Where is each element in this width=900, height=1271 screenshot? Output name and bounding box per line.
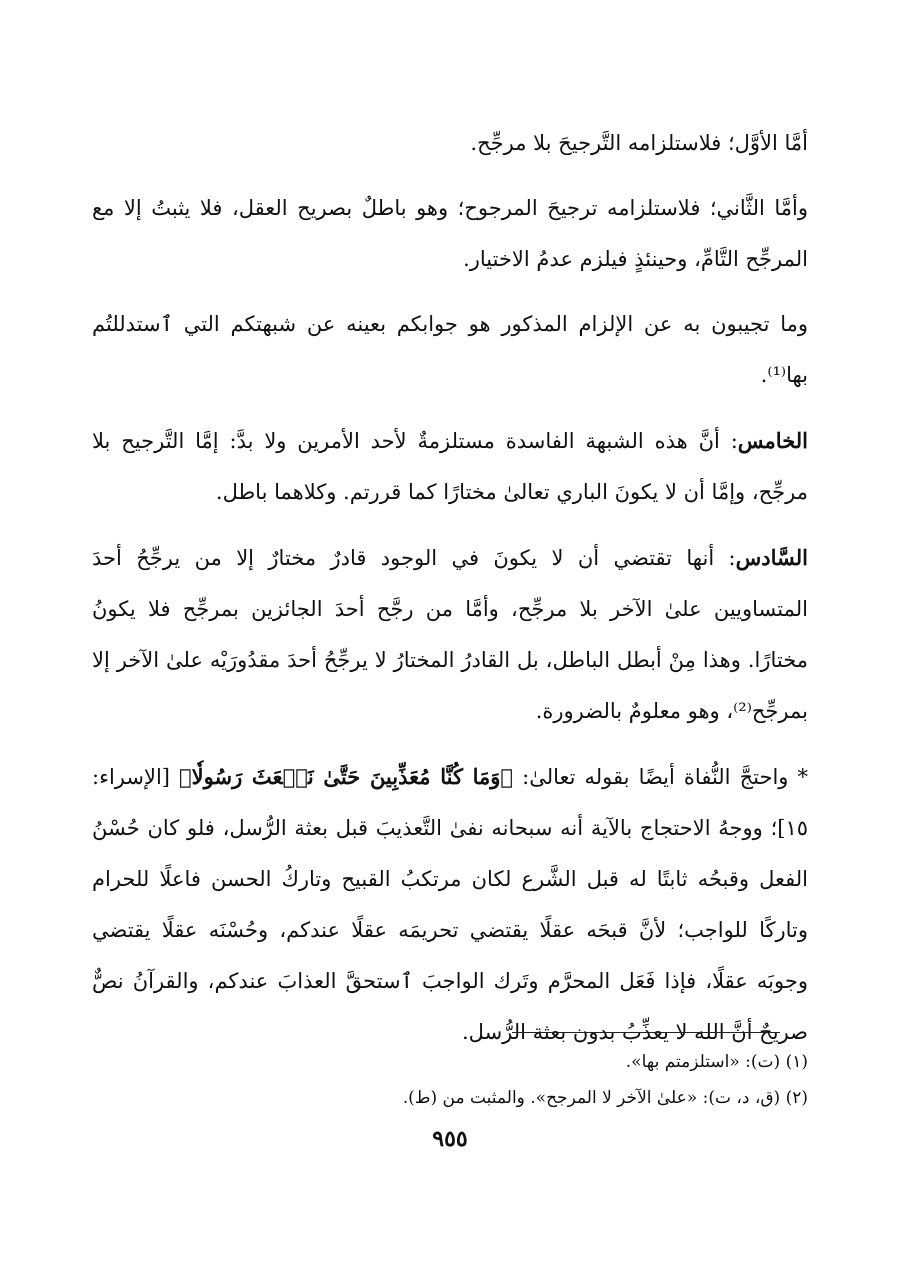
paragraph-text: [الإسراء: ١٥]؛ ووجهُ الاحتجاج بالآية أنه سبحانه نفىٰ التَّعذيبَ قبل بعثة الرُّسل، فلو كان حُسْنُ الفعل وقبحُه ثابتًا له قبل الشَّرع لكان مرتكبُ القبيح وتاركُ الحسن فاعلًا للحرام وتاركًا للواجب؛ لأنَّ قبحَه عقلًا يقتضي تحريمَه عقلًا عندكم، وحُسْنَه عقلًا يقتضي وجوبَه عقلًا، فإذا فَعَل المحرَّم وتَرك الواجبَ ٱستحقَّ العذابَ عندكم، والقرآنُ نصٌّ صريحٌ أنَّ الله لا يعذِّبُ بدون بعثة الرُّسل. xyxy=(92,765,808,1044)
paragraph-sixth xyxy=(92,532,808,737)
paragraph-text: أمَّا الأوَّل؛ فلاستلزامه التَّرجيحَ بلا مرجِّح. xyxy=(470,131,808,155)
paragraph-second-refutation xyxy=(92,183,808,285)
term-fifth: الخامس xyxy=(737,428,808,453)
paragraph-text: وما تجيبون به عن الإلزام المذكور هو جوابكم بعينه عن شبهتكم التي ٱستدللتُم بها⁽¹⁾. xyxy=(92,312,808,387)
footnotes xyxy=(92,1044,808,1116)
footnote-1: (١) (ت): «استلزمتم بها». xyxy=(625,1052,808,1072)
paragraph-text: وأمَّا الثَّاني؛ فلاستلزامه ترجيحَ المرجوح؛ وهو باطلٌ بصريح العقل، فلا يثبتُ إلا مع المرجِّح التَّامِّ، وحينئذٍ فيلزم عدمُ الاختيار. xyxy=(92,196,808,271)
quran-verse: ﴿وَمَا كُنَّا مُعَذِّبِينَ حَتَّىٰ نَبۡعَثَ رَسُولٗا﴾ xyxy=(179,764,514,789)
footnote-2: (٢) (ق، د، ت): «علىٰ الآخر لا المرجح». والمثبت من (ط). xyxy=(402,1088,808,1108)
paragraph-first-refutation xyxy=(92,118,808,169)
main-text xyxy=(92,118,808,1072)
paragraph-negators-argument xyxy=(92,751,808,1058)
paragraph-text: : أنها تقتضي أن لا يكونَ في الوجود قادرٌ مختارٌ إلا من يرجِّحُ أحدَ المتساويين علىٰ الآخر بلا مرجِّح، وأمَّا من رجَّح أحدَ الجائزين بمرجِّح فلا يكونُ مختارًا. وهذا مِنْ أبطل الباطل، بل القادرُ المختارُ لا يرجِّحُ أحدَ مقدُورَيْه علىٰ الآخر إلا بمرجِّح⁽²⁾، وهو معلومٌ بالضرورة. xyxy=(92,546,808,723)
paragraph-text: : أنَّ هذه الشبهة الفاسدة مستلزمةٌ لأحد الأمرين ولا بدَّ: إمَّا التَّرجيح بلا مرجِّح، وإمَّا أن لا يكونَ الباري تعالىٰ مختارًا كما قررتم. وكلاهما باطل. xyxy=(92,429,808,504)
paragraph-fifth xyxy=(92,415,808,518)
term-sixth: السَّادس xyxy=(735,545,808,570)
paragraph-answer xyxy=(92,299,808,401)
paragraph-lead: * واحتجَّ النُّفاة أيضًا بقوله تعالىٰ: xyxy=(513,765,808,789)
footnote-separator xyxy=(512,1032,780,1033)
page-number: ٩٥٥ xyxy=(432,1126,468,1152)
